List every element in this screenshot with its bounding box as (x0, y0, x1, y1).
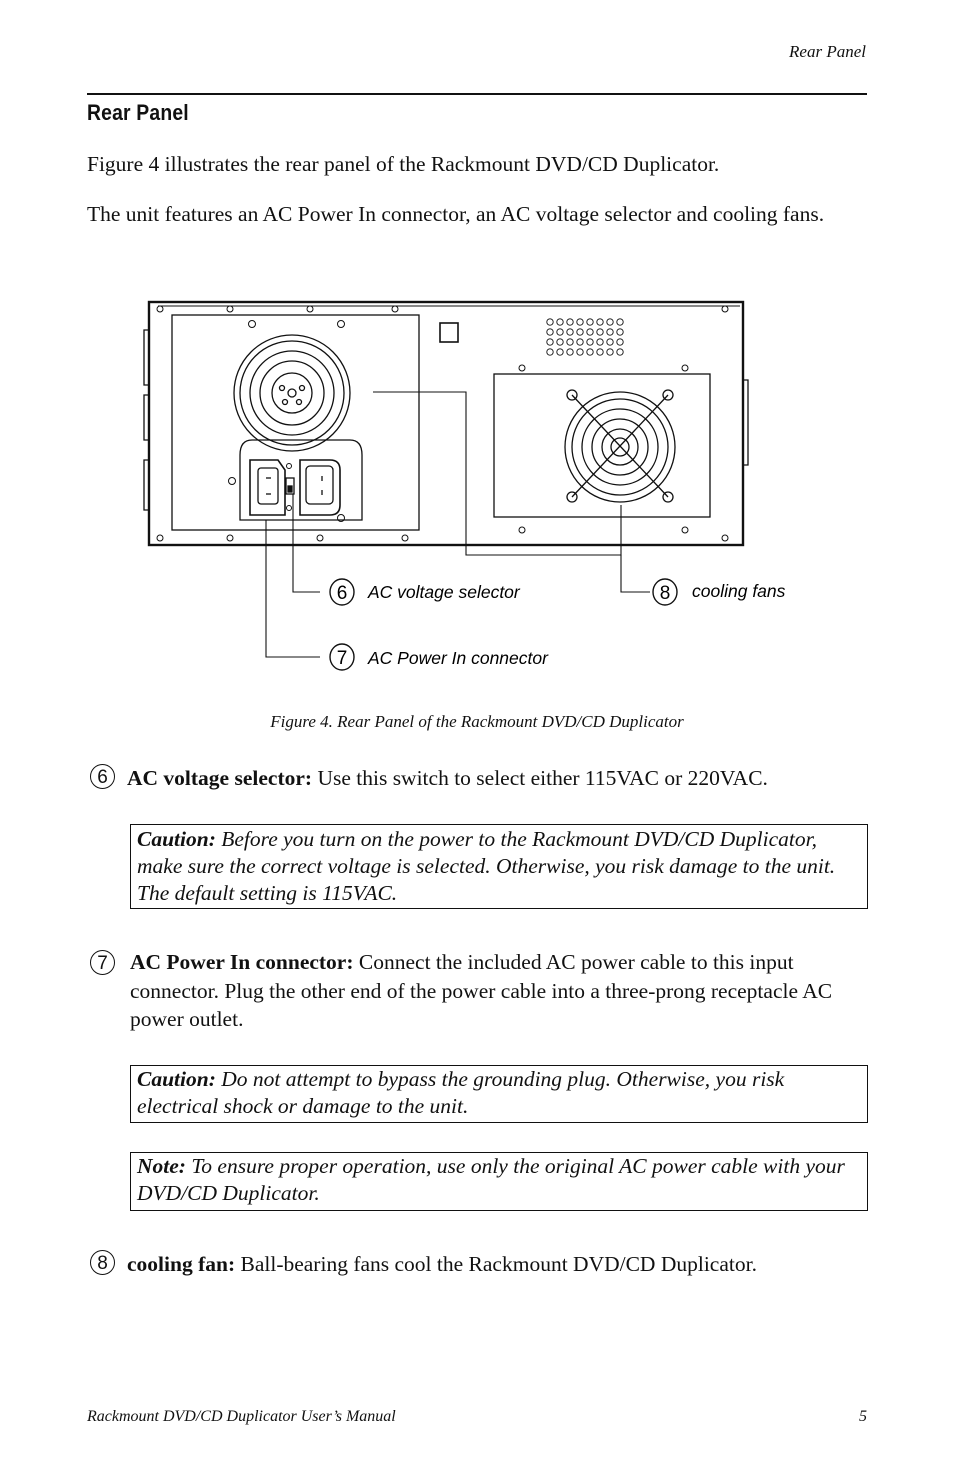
caution-box-grounding (130, 1065, 868, 1123)
section-title: Rear Panel (87, 100, 189, 125)
callout-leaders (266, 392, 650, 657)
notice-kind: Caution: (137, 827, 216, 851)
callout-7-number: 7 (336, 648, 348, 669)
item-text: Ball-bearing fans cool the Rackmount DVD/CD Duplicator. (235, 1252, 757, 1276)
psu-fan-grille (234, 335, 350, 451)
item-term: cooling fan: (127, 1252, 236, 1276)
callout-7-label: AC Power In connector (368, 648, 548, 668)
item-text: Use this switch to select either 115VAC or 220VAC. (312, 766, 768, 790)
intro-paragraph-2: The unit features an AC Power In connector, an AC voltage selector and cooling fans. (87, 202, 825, 226)
note-box-power-cable (130, 1152, 868, 1211)
callout-6-number: 6 (336, 583, 348, 604)
running-header: Rear Panel (789, 42, 866, 61)
callout-7 (330, 644, 549, 670)
item-term: AC Power In connector: (130, 950, 354, 974)
footer-page-number: 5 (859, 1408, 867, 1425)
notice-kind: Caution: (137, 1067, 216, 1091)
header-rule (87, 93, 867, 95)
item-number-6: 6 (90, 764, 115, 789)
notice-text: Do not attempt to bypass the grounding plug. Otherwise, you risk electrical shock or damage to the unit. (137, 1067, 785, 1118)
vent-holes (547, 319, 623, 355)
notice-kind: Note: (137, 1154, 186, 1178)
figure-caption: Figure 4. Rear Panel of the Rackmount DVD/CD Duplicator (270, 712, 684, 731)
ac-outlet-drawing (300, 460, 340, 515)
callout-8-number: 8 (659, 583, 671, 604)
chassis-outline (149, 302, 743, 545)
rear-panel-figure (140, 296, 820, 686)
notice-text: Before you turn on the power to the Rackmount DVD/CD Duplicator, make sure the correct voltage is selected. Otherwise, you risk damage to the unit. The default setting is 115VAC. (137, 827, 836, 905)
callout-6 (330, 579, 521, 605)
item-ac-voltage-selector (90, 764, 870, 792)
item-number-7: 7 (90, 950, 115, 975)
item-term: AC voltage selector: (127, 766, 313, 790)
item-number-8: 8 (90, 1250, 115, 1275)
intro-paragraph-1: Figure 4 illustrates the rear panel of the Rackmount DVD/CD Duplicator. (87, 152, 720, 176)
callout-6-label: AC voltage selector (368, 582, 520, 602)
cooling-fan-grille (565, 390, 675, 502)
power-supply-plate (172, 315, 419, 530)
callout-8-label: cooling fans (692, 581, 786, 601)
notice-text: To ensure proper operation, use only the original AC power cable with your DVD/CD Duplicator. (137, 1154, 845, 1205)
callout-8 (653, 579, 786, 605)
item-text: Connect the included AC power cable to this input connector. Plug the other end of the power cable into a three-prong receptacle AC power outlet. (130, 950, 833, 1031)
ac-inlet-drawing (250, 460, 285, 515)
caution-box-voltage (130, 824, 868, 909)
footer-manual-title: Rackmount DVD/CD Duplicator User’s Manual (87, 1408, 396, 1425)
item-cooling-fan (90, 1250, 870, 1278)
